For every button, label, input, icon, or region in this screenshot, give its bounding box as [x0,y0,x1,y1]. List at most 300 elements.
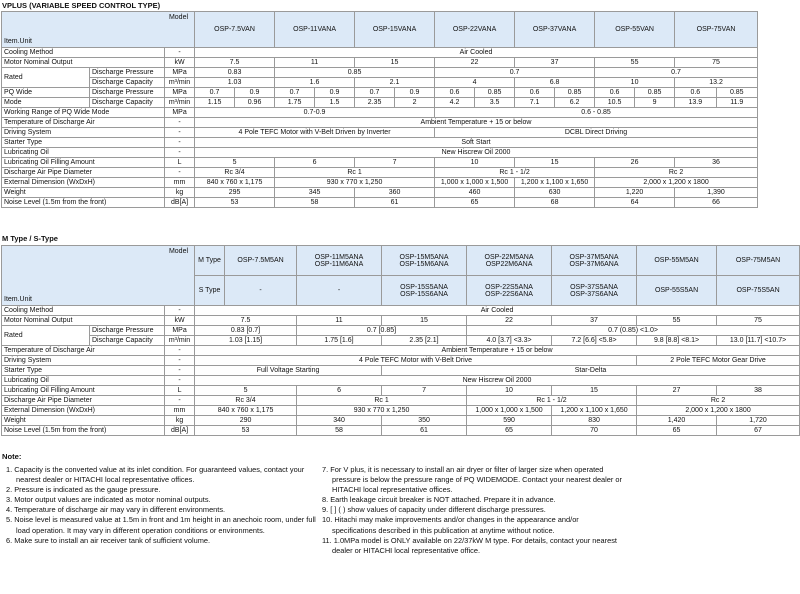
row-value: 1,000 x 1,000 x 1,500 [435,178,515,188]
row-label: Discharge Pressure [90,326,165,336]
row-value: 9 [635,98,675,108]
row-value: Rc 2 [637,396,800,406]
row-value: 10 [435,158,515,168]
row-value: 2.35 [2.1] [382,336,467,346]
row-label: Lubricating Oil [2,148,165,158]
row-unit: kW [165,58,195,68]
row-value: 0.9 [395,88,435,98]
note-item: 10. Hitachi may make improvements and/or changes in the appearance and/or specifications described in this publication at anytime without notice. [322,515,579,535]
row-value: 0.6 [515,88,555,98]
row-unit: kW [165,316,195,326]
row-starter-type [2,138,758,148]
row-temperature [2,118,758,128]
row-unit: mm [165,178,195,188]
notes-title: Note: [2,452,22,461]
row-lubricating-oil [2,376,800,386]
row-value: 350 [382,416,467,426]
row-label: Cooling Method [2,306,165,316]
row-oil-amount [2,158,758,168]
row-value: 1.75 [1.6] [297,336,382,346]
row-value: 930 x 770 x 1,250 [297,406,467,416]
row-value: Star-Delta [382,366,800,376]
row-unit: - [165,346,195,356]
row-value: 61 [382,426,467,436]
row-rated-pressure [2,326,800,336]
row-label: Discharge Pressure [90,68,165,78]
row-label: Starter Type [2,138,165,148]
note-item: 6. Make sure to install an air receiver tank of sufficient volume. [6,535,211,545]
row-motor-output [2,58,758,68]
row-unit: m³/min [165,336,195,346]
row-value: 7.5 [195,58,275,68]
row-value: 2,000 x 1,200 x 1800 [595,178,758,188]
row-value: Air Cooled [195,48,758,58]
s-model-cell [467,276,552,306]
row-value: 1.03 [1.15] [195,336,297,346]
row-unit: - [165,366,195,376]
row-value: 70 [552,426,637,436]
model-name: - [259,287,262,294]
row-value: 13.2 [675,78,758,88]
row-label: Discharge Capacity [90,336,165,346]
row-value: 58 [297,426,382,436]
row-value: 15 [382,316,467,326]
row-value: Ambient Temperature + 15 or below [195,118,758,128]
row-value: 53 [195,426,297,436]
row-value: 295 [195,188,275,198]
row-label: Discharge Capacity [90,78,165,88]
row-unit: MPa [165,88,195,98]
row-value: 13.9 [675,98,716,108]
row-value: Rc 1 - 1/2 [467,396,637,406]
s-model-cell [552,276,637,306]
row-value: 0.6 [595,88,635,98]
row-label: Discharge Air Pipe Diameter [2,396,165,406]
model-name: OSP-75S5AN [736,287,780,294]
notes-right-column [322,465,622,556]
row-value: 340 [297,416,382,426]
note-item: 4. Temperature of discharge air may vary in different environments. [6,505,226,515]
row-value: 0.85 [555,88,595,98]
row-value: 0.9 [235,88,275,98]
row-label: Weight [2,416,165,426]
model-name: OSP-15M5ANA [399,253,449,261]
note-item: 7. For V plus, it is necessary to install an air dryer or filter of larger size when operated pressure is below the pressure range of PQ WIDEMODE. Contact your nearest dealer or HITACHI local representative offices. [322,465,623,495]
model-name: OSP-15M6ANA [399,260,449,268]
model-label: Model [168,14,189,21]
row-unit: - [165,168,195,178]
row-value: Rc 3/4 [195,168,275,178]
note-item: 9. [ ] ( ) show values of capacity under different discharge pressures. [322,505,546,515]
row-value: 65 [435,198,515,208]
note-item: 5. Noise level is measured value at 1.5m in front and 1m height in an anechoic room, under full load operation. It may vary in different operation conditions or environments. [6,515,316,535]
row-value: Ambient Temperature + 15 or below [195,346,800,356]
row-value: 15 [515,158,595,168]
row-rated-capacity [2,78,758,88]
row-value: 36 [675,158,758,168]
row-value: Rc 3/4 [195,396,297,406]
row-label: Driving System [2,128,165,138]
row-value: 0.7 (0.85) <1.0> [467,326,800,336]
row-unit: - [165,48,195,58]
row-label: Discharge Pressure [90,88,165,98]
row-value: 37 [515,58,595,68]
row-value: 0.96 [235,98,275,108]
row-value: 2 Pole TEFC Motor Gear Drive [637,356,800,366]
model-name: OSP-11VANA [275,12,355,48]
row-value: 10 [467,386,552,396]
row-value: 9.8 [8.8] <8.1> [637,336,717,346]
row-value: Full Voltage Starting [195,366,382,376]
row-value: Rc 2 [595,168,758,178]
row-value: 11 [275,58,355,68]
row-value: 1,200 x 1,100 x 1,650 [515,178,595,188]
row-value: 53 [195,198,275,208]
model-name: OSP-75M5AN [735,257,781,264]
note-item: 2. Pressure is indicated as the gauge pressure. [6,485,161,495]
row-value: 0.7 [275,88,315,98]
row-lubricating-oil [2,148,758,158]
row-starter-type [2,366,800,376]
row-value: 1.5 [315,98,355,108]
row-weight [2,416,800,426]
model-name: OSP-7.5VAN [195,12,275,48]
row-value: 38 [717,386,800,396]
row-value: 1,220 [595,188,675,198]
row-unit: dB[A] [165,198,195,208]
row-label: Cooling Method [2,48,165,58]
row-value: 5 [195,158,275,168]
row-rated-capacity [2,336,800,346]
row-label: Noise Level (1.5m from the front) [2,426,165,436]
row-unit: - [165,396,195,406]
row-value: 0.85 [716,88,757,98]
rated-group-label: Rated [2,68,90,88]
row-value: 1,720 [717,416,800,426]
row-value: 10 [595,78,675,88]
row-label: Discharge Capacity [90,98,165,108]
row-value: Rc 1 [297,396,467,406]
row-unit: m³/min [165,78,195,88]
row-value: Air Cooled [195,306,800,316]
row-label: Lubricating Oil Filling Amount [2,386,165,396]
vplus-corner-cell [2,12,195,48]
row-unit: m³/min [165,98,195,108]
row-noise-level [2,198,758,208]
model-name: OSP-11M5ANA [314,253,364,261]
vplus-spec-table [1,11,758,208]
notes-section [2,452,758,555]
model-name: OSP-37M6ANA [569,260,619,268]
row-pipe-diameter [2,168,758,178]
row-value: 26 [595,158,675,168]
row-value: 22 [467,316,552,326]
row-value: 0.7 [355,88,395,98]
row-unit: MPa [165,326,195,336]
vplus-title: VPLUS (VARIABLE SPEED CONTROL TYPE) [2,1,161,10]
row-unit: - [165,376,195,386]
row-value: 830 [552,416,637,426]
row-value: 55 [637,316,717,326]
row-value: 0.6 [675,88,716,98]
row-label: Lubricating Oil Filling Amount [2,158,165,168]
row-value: 2,000 x 1,200 x 1800 [637,406,800,416]
model-name: OSP-55S5AN [654,287,699,294]
model-name: OSP-37S5ANA [570,283,618,291]
row-value: 1,420 [637,416,717,426]
row-oil-amount [2,386,800,396]
model-name: - [337,287,341,294]
row-value: 930 x 770 x 1,250 [275,178,435,188]
row-value: 0.7-0.9 [195,108,435,118]
row-label: Driving System [2,356,165,366]
model-name: OSP-55M5AN [654,257,699,264]
row-value: 1.15 [195,98,235,108]
row-value: 58 [275,198,355,208]
row-value: 2.1 [355,78,435,88]
model-name: OSP22M6ANA [485,260,533,268]
row-unit: - [165,118,195,128]
mtype-corner-cell [2,246,195,306]
row-value: Rc 1 - 1/2 [435,168,595,178]
item-unit-label: Item.Unit [4,38,33,45]
pq-group-label: Mode [2,98,90,108]
row-noise-level [2,426,800,436]
m-model-cell [637,246,717,276]
row-value: 75 [717,316,800,326]
rated-group-label: Rated [2,326,90,346]
model-name: OSP-7.5M5AN [237,257,284,264]
row-label: Temperature of Discharge Air [2,346,165,356]
row-unit: - [165,128,195,138]
row-unit: dB[A] [165,426,195,436]
row-value: 6.2 [555,98,595,108]
row-label: Temperature of Discharge Air [2,118,165,128]
row-value: 75 [675,58,758,68]
row-value: 5 [195,386,297,396]
row-value: 11 [297,316,382,326]
row-label: Weight [2,188,165,198]
row-value: 1.03 [195,78,275,88]
model-name: OSP-37VANA [515,12,595,48]
model-label: Model [168,248,189,255]
m-model-cell [297,246,382,276]
row-working-range [2,108,758,118]
row-driving-system [2,356,800,366]
row-rated-pressure [2,68,758,78]
row-value: 11.9 [716,98,757,108]
row-label: External Dimension (WxDxH) [2,178,165,188]
row-value: 4 Pole TEFC Motor with V-Belt Drive [195,356,637,366]
row-value: 37 [552,316,637,326]
row-value: 68 [515,198,595,208]
row-unit: MPa [165,68,195,78]
row-value: 4.0 [3.7] <3.3> [467,336,552,346]
row-label: Starter Type [2,366,165,376]
row-value: 360 [355,188,435,198]
row-value: 7 [382,386,467,396]
row-value: 67 [717,426,800,436]
row-value: 2 [395,98,435,108]
row-driving-system [2,128,758,138]
note-item: 1. Capacity is the converted value at its inlet condition. For guaranteed values, contact your nearest dealer or HITACHI local representative offices. [6,465,305,485]
row-value: 840 x 760 x 1,175 [195,178,275,188]
row-temperature [2,346,800,356]
row-value: 55 [595,58,675,68]
s-model-cell [637,276,717,306]
s-type-label: S Type [195,276,225,306]
m-type-label: M Type [195,246,225,276]
row-unit: L [165,158,195,168]
m-model-cell [552,246,637,276]
row-value: 4 [435,78,515,88]
note-item: 8. Earth leakage circuit breaker is NOT attached. Prepare it in advance. [322,495,556,505]
row-value: DCBL Direct Driving [435,128,758,138]
row-unit: L [165,386,195,396]
row-value: 3.5 [475,98,515,108]
model-name: OSP-75VAN [675,12,758,48]
row-unit: kg [165,188,195,198]
mtype-header-row-m [2,246,800,276]
row-label: Motor Nominal Output [2,58,165,68]
model-name: OSP-55VAN [595,12,675,48]
row-unit: - [165,138,195,148]
row-value: 27 [637,386,717,396]
row-value: 4 Pole TEFC Motor with V-Belt Driven by Inverter [195,128,435,138]
row-value: 590 [467,416,552,426]
item-unit-label: Item.Unit [4,296,33,303]
row-value: 1,200 x 1,100 x 1,650 [552,406,637,416]
row-value: Rc 1 [275,168,435,178]
row-value: 6.8 [515,78,595,88]
model-name: OSP-37S6ANA [570,290,618,298]
row-label: External Dimension (WxDxH) [2,406,165,416]
model-name: OSP-22S5ANA [485,283,533,291]
row-value: 460 [435,188,515,198]
model-name: OSP-15S6ANA [400,290,448,298]
row-value: 840 x 760 x 1,175 [195,406,297,416]
row-external-dimension [2,406,800,416]
note-item: 11. 1.0MPa model is ONLY available on 22/37kW M type. For details, contact your nearest dealer or HITACHI local representative office. [322,535,617,555]
model-name: OSP-22S6ANA [485,290,533,298]
model-name: OSP-37M5ANA [569,253,619,261]
row-value: 66 [675,198,758,208]
row-value: 15 [355,58,435,68]
row-value: 0.7 [0.85] [297,326,467,336]
model-name: OSP-15S5ANA [400,283,448,291]
row-value: 7 [355,158,435,168]
s-model-cell [225,276,297,306]
model-name: OSP-22VANA [435,12,515,48]
m-model-cell [467,246,552,276]
row-value: 6 [275,158,355,168]
row-value: 2.35 [355,98,395,108]
row-value: 64 [595,198,675,208]
row-external-dimension [2,178,758,188]
pq-group-label: PQ Wide [2,88,90,98]
note-item: 3. Motor output values are indicated as motor nominal outputs. [6,495,211,505]
mtype-spec-table [1,245,800,436]
row-value: 0.6 - 0.85 [435,108,758,118]
row-label: Noise Level (1.5m from the front) [2,198,165,208]
mtype-title: M Type / S-Type [2,234,58,243]
model-name: OSP-15VANA [355,12,435,48]
row-label: Motor Nominal Output [2,316,165,326]
notes-left-column [6,465,322,546]
row-unit: - [165,356,195,366]
row-value: 61 [355,198,435,208]
row-unit: - [165,306,195,316]
row-label: Discharge Air Pipe Diameter [2,168,165,178]
row-value: 0.83 [0.7] [195,326,297,336]
row-value: 0.7 [195,88,235,98]
row-value: 0.7 [595,68,758,78]
row-value: 0.83 [195,68,275,78]
row-value: 290 [195,416,297,426]
m-model-cell [717,246,800,276]
row-value: 1,390 [675,188,758,198]
row-value: 4.2 [435,98,475,108]
row-value: 0.6 [435,88,475,98]
row-pipe-diameter [2,396,800,406]
s-model-cell [297,276,382,306]
row-value: 13.0 [11.7] <10.7> [717,336,800,346]
row-value: 15 [552,386,637,396]
s-model-cell [717,276,800,306]
row-value: 630 [515,188,595,198]
row-value: 0.85 [635,88,675,98]
m-model-cell [225,246,297,276]
row-value: 10.5 [595,98,635,108]
s-model-cell [382,276,467,306]
row-pq-pressure [2,88,758,98]
row-cooling-method [2,48,758,58]
row-value: 7.1 [515,98,555,108]
row-value: 345 [275,188,355,198]
row-value: 0.85 [475,88,515,98]
row-unit: mm [165,406,195,416]
m-model-cell [382,246,467,276]
row-value: 1,000 x 1,000 x 1,500 [467,406,552,416]
row-value: 7.2 [6.6] <5.8> [552,336,637,346]
row-pq-capacity [2,98,758,108]
row-value: 6 [297,386,382,396]
row-value: Soft Start [195,138,758,148]
row-value: 65 [637,426,717,436]
row-unit: kg [165,416,195,426]
row-value: New Hiscrew Oil 2000 [195,148,758,158]
row-weight [2,188,758,198]
row-value: 1.6 [275,78,355,88]
vplus-header-row [2,12,758,48]
row-value: 0.85 [275,68,435,78]
model-name: OSP-22M5ANA [484,253,534,261]
row-label: Working Range of PQ Wide Mode [2,108,165,118]
row-value: 1.75 [275,98,315,108]
row-unit: MPa [165,108,195,118]
row-value: 22 [435,58,515,68]
model-name: OSP-11M6ANA [314,260,364,268]
row-value: 0.9 [315,88,355,98]
row-value: 0.7 [435,68,595,78]
row-cooling-method [2,306,800,316]
row-unit: - [165,148,195,158]
row-value: New Hiscrew Oil 2000 [195,376,800,386]
row-label: Lubricating Oil [2,376,165,386]
row-value: 65 [467,426,552,436]
row-motor-output [2,316,800,326]
row-value: 7.5 [195,316,297,326]
